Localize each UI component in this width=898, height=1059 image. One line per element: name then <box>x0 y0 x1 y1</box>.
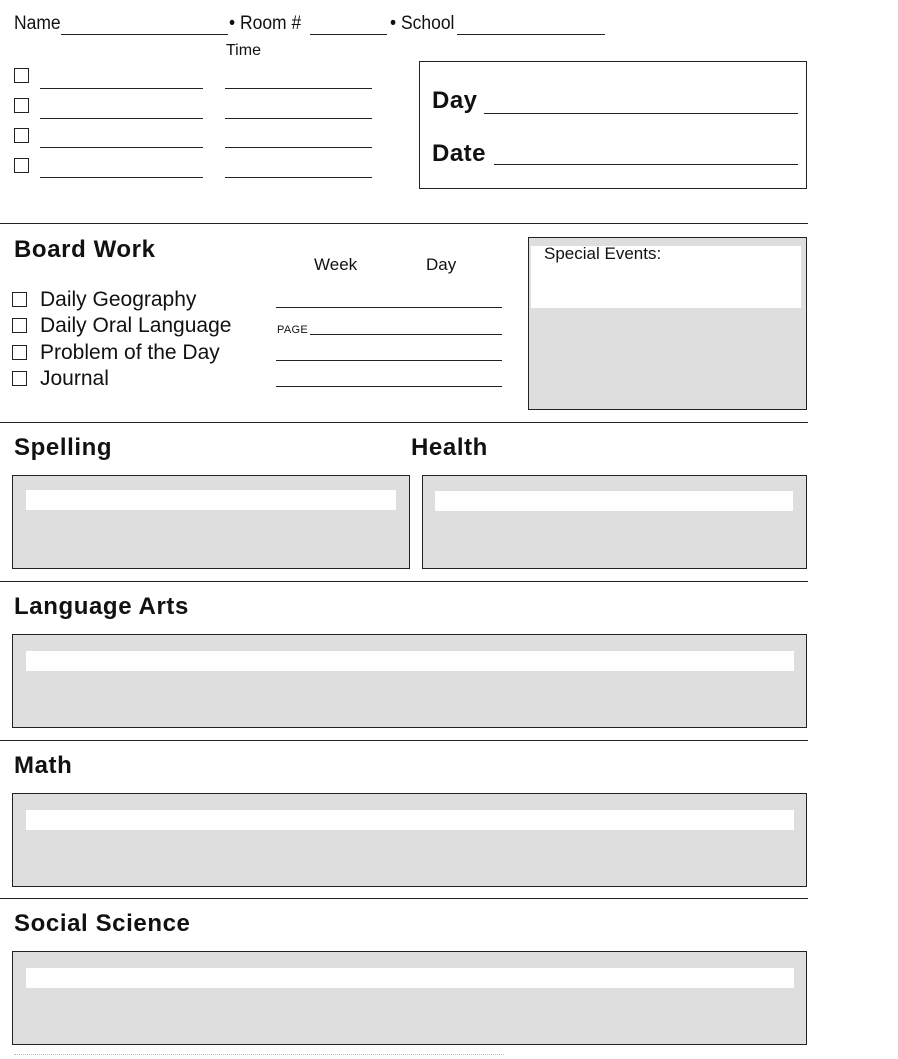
schedule-checkbox[interactable] <box>14 128 29 143</box>
schedule-time-line[interactable] <box>225 177 372 178</box>
date-field[interactable] <box>494 164 798 165</box>
board-work-title: Board Work <box>14 236 156 263</box>
section-divider <box>0 581 808 582</box>
language-arts-title: Language Arts <box>14 593 189 620</box>
day-date-box <box>419 61 807 189</box>
time-label: Time <box>226 42 261 59</box>
board-work-line[interactable] <box>276 386 502 387</box>
board-work-checkbox[interactable] <box>12 318 27 333</box>
date-label: Date <box>432 140 487 167</box>
health-box[interactable] <box>422 475 807 569</box>
board-work-item-oral-language: Daily Oral Language <box>40 314 232 337</box>
section-divider <box>0 422 808 423</box>
page-tag: PAGE <box>277 324 308 336</box>
social-science-strip <box>26 968 794 988</box>
day-field[interactable] <box>484 113 798 114</box>
name-label: Name <box>14 13 61 34</box>
section-divider <box>0 223 808 224</box>
health-title: Health <box>411 434 488 461</box>
room-field[interactable] <box>310 34 387 35</box>
schedule-item-line[interactable] <box>40 147 203 148</box>
board-work-checkbox[interactable] <box>12 371 27 386</box>
language-arts-strip <box>26 651 794 671</box>
schedule-time-line[interactable] <box>225 88 372 89</box>
special-events-label: Special Events: <box>544 244 662 263</box>
schedule-checkbox[interactable] <box>14 158 29 173</box>
board-work-line[interactable] <box>276 307 502 308</box>
section-divider <box>0 740 808 741</box>
schedule-item-line[interactable] <box>40 88 203 89</box>
schedule-checkbox[interactable] <box>14 98 29 113</box>
day-column-label: Day <box>426 255 457 274</box>
schedule-time-line[interactable] <box>225 118 372 119</box>
language-arts-box[interactable] <box>12 634 807 728</box>
board-work-checkbox[interactable] <box>12 345 27 360</box>
schedule-item-line[interactable] <box>40 118 203 119</box>
health-strip <box>435 491 793 511</box>
spelling-box[interactable] <box>12 475 410 569</box>
schedule-time-line[interactable] <box>225 147 372 148</box>
school-field[interactable] <box>457 34 605 35</box>
section-divider <box>0 898 808 899</box>
social-science-title: Social Science <box>14 910 191 937</box>
week-column-label: Week <box>314 255 358 274</box>
footer-rule <box>14 1054 504 1055</box>
board-work-checkbox[interactable] <box>12 292 27 307</box>
room-label: • Room # <box>229 13 302 34</box>
schedule-checkbox[interactable] <box>14 68 29 83</box>
board-work-item-journal: Journal <box>40 367 109 390</box>
day-label: Day <box>432 87 478 114</box>
math-strip <box>26 810 794 830</box>
math-title: Math <box>14 752 73 779</box>
board-work-line[interactable] <box>276 360 502 361</box>
spelling-title: Spelling <box>14 434 113 461</box>
name-field[interactable] <box>61 34 228 35</box>
board-work-item-problem: Problem of the Day <box>40 341 220 364</box>
school-label: • School <box>390 13 455 34</box>
board-work-page-line[interactable] <box>310 334 502 335</box>
math-box[interactable] <box>12 793 807 887</box>
board-work-item-geography: Daily Geography <box>40 288 197 311</box>
social-science-box[interactable] <box>12 951 807 1045</box>
schedule-item-line[interactable] <box>40 177 203 178</box>
spelling-strip <box>26 490 396 510</box>
